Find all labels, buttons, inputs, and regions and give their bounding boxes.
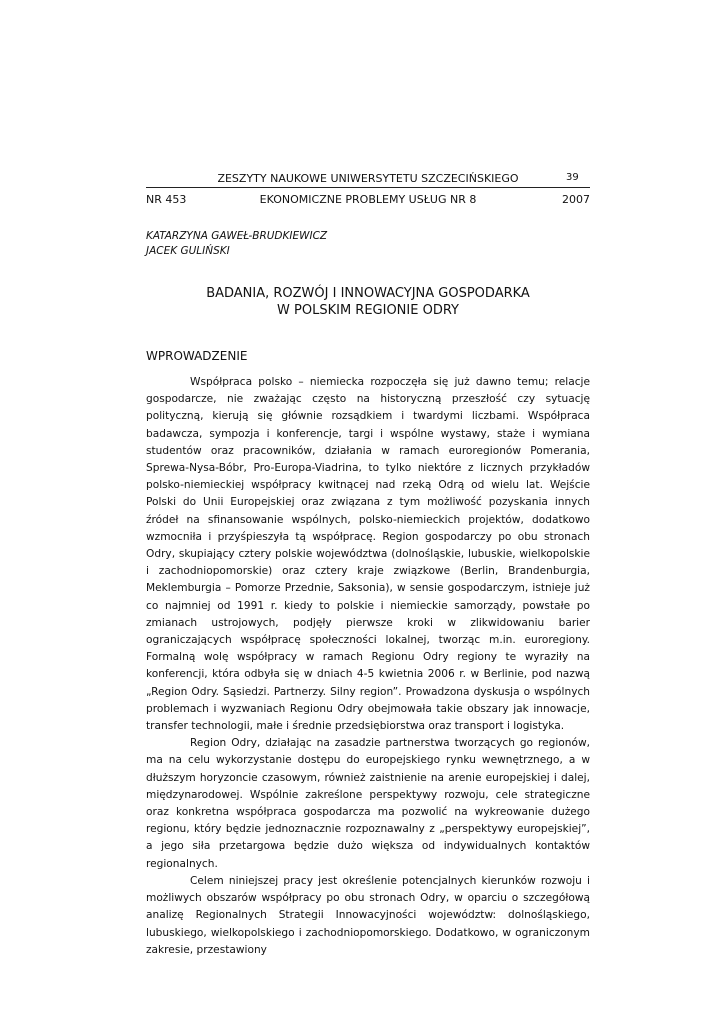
body-text — [146, 374, 590, 959]
publication-year: 2007 — [562, 193, 590, 206]
title-line: BADANIA, ROZWÓJ I INNOWACYJNA GOSPODARKA — [206, 286, 530, 301]
title-line: W POLSKIM REGIONIE ODRY — [277, 303, 459, 318]
author-name: KATARZYNA GAWEŁ-BRUDKIEWICZ — [146, 230, 328, 242]
article-title — [146, 285, 590, 319]
header-rule — [146, 187, 590, 188]
page-number: 39 — [566, 172, 579, 183]
paragraph: Region Odry, działając na zasadzie partnerstwa tworzących go regionów, ma na celu wykorzystanie dostępu do europejskiego rynku wewnętrznego, a w dłuższym horyzoncie czasowym, również zaistnienie na arenie europejskiej i dalej, międzynarodowej. Wspólnie zakreślone perspektywy rozwoju, cele strategiczne oraz konkretna współpraca gospodarcza ma pozwolić na wykreowanie dużego regionu, który będzie jednoznacznie rozpoznawalny z „perspektywy europejskiej”, a jego siła przetargowa będzie dużo większa od indywidualnych kontaktów regionalnych. — [146, 737, 590, 870]
paragraph: Celem niniejszej pracy jest określenie potencjalnych kierunków rozwoju i możliwych obszarów współpracy po obu stronach Odry, w oparciu o szczegółową analizę Regionalnych Strategii Innowacyjności województw: dolnośląskiego, lubuskiego, wielkopolskiego i zachodniopomorskiego. Dodatkowo, w ograniczonym zakresie, przestawiony — [146, 874, 590, 956]
section-heading: WPROWADZENIE — [146, 349, 248, 363]
issue-number: NR 453 — [146, 193, 187, 206]
author-list — [146, 229, 327, 259]
paragraph: Współpraca polsko – niemiecka rozpoczęła się już dawno temu; relacje gospodarcze, nie zważając często na historyczną przeszłość czy sytuację polityczną, kierują się głównie rozsądkiem i twardymi liczbami. Współpraca badawcza, sympozja i konferencje, targi i wspólne wystawy, staże i wymiana studentów oraz pracowników, działania w ramach euroregionów Pomerania, Sprewa-Nysa-Bóbr, Pro-Europa-Viadrina, to tylko niektóre z licznych przykładów polsko-niemieckiej współpracy kwitnącej nad rzeką Odrą od wielu lat. Wejście Polski do Unii Europejskiej oraz związana z tym możliwość pozyskania innych źródeł na sfinansowanie wspólnych, polsko-niemieckich projektów, dodatkowo wzmocniła i przyśpieszyła tą współpracę. Region gospodarczy po obu stronach Odry, skupiający cztery polskie województwa (dolnośląskie, lubuskie, wielkopolskie i zachodniopomorskie) oraz cztery kraje związkowe (Berlin, Brandenburgia, Meklemburgia – Pomorze Przednie, Saksonia), w sensie gospodarczym, istnieje już co najmniej od 1991 r. kiedy to polskie i niemieckie samorządy, powstałe po zmianach ustrojowych, podjęły pierwsze kroki w zlikwidowaniu barier ograniczających współpracę społeczności lokalnej, tworząc m.in. euroregiony. Formalną wolę współpracy w ramach Regionu Odry regiony te wyraziły na konferencji, która odbyła się w dniach 4-5 kwietnia 2006 r. w Berlinie, pod nazwą „Region Odry. Sąsiedzi. Partnerzy. Silny region”. Prowadzona dyskusja o wspólnych problemach i wyzwaniach Regionu Odry obejmowała takie obszary jak innowacje, transfer technologii, małe i średnie przedsiębiorstwa oraz transport i logistyka. — [146, 376, 590, 733]
journal-title: ZESZYTY NAUKOWE UNIWERSYTETU SZCZECIŃSKIEGO — [217, 172, 519, 185]
series-title: EKONOMICZNE PROBLEMY USŁUG NR 8 — [259, 193, 477, 206]
author-name: JACEK GULIŃSKI — [146, 245, 230, 257]
